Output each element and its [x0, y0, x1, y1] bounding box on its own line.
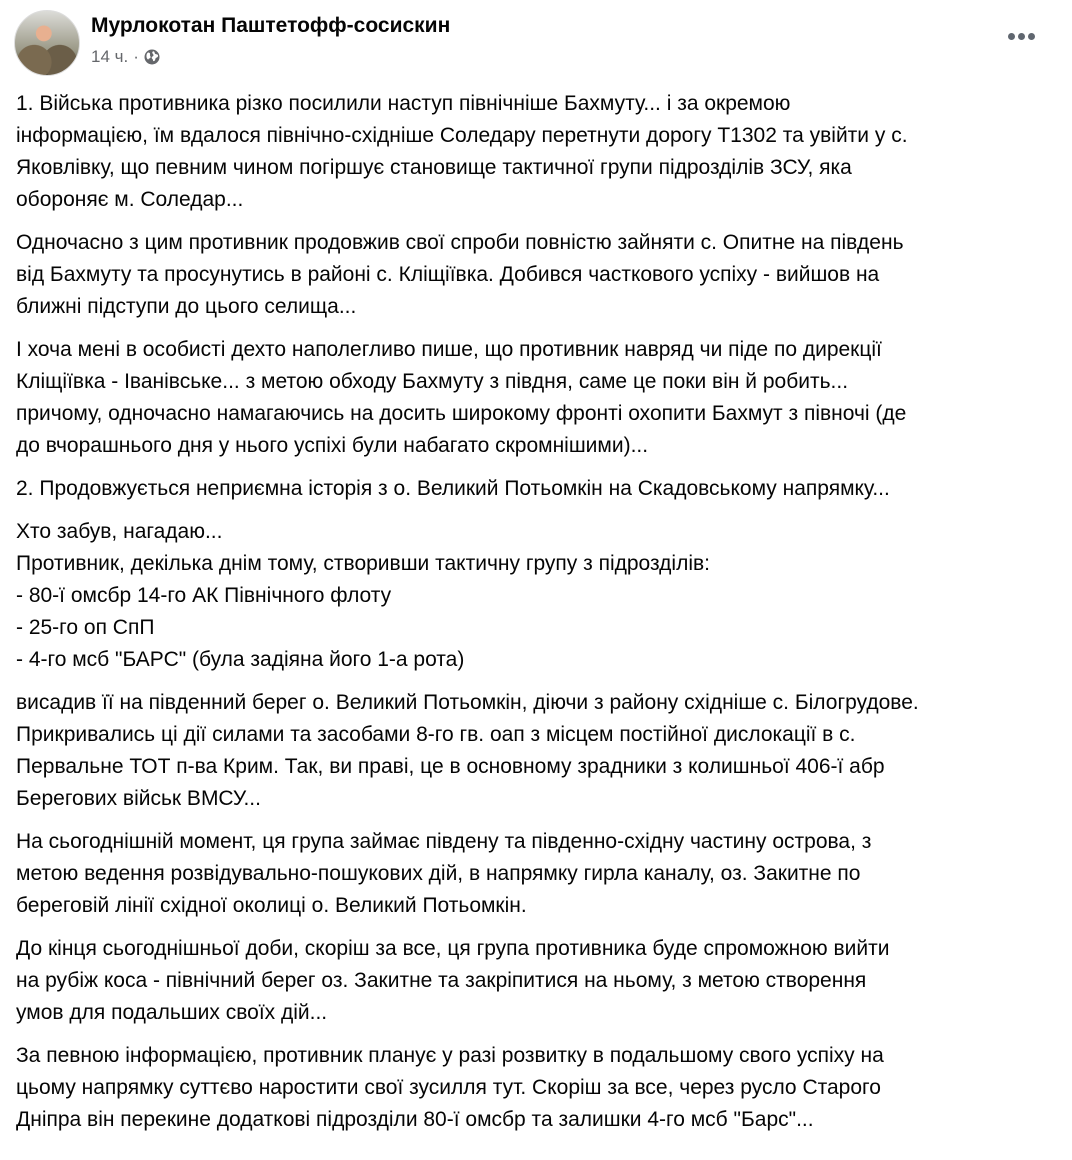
text-line: висадив її на південний берег о. Великий Потьомкін, діючи з району східніше с. Білогрудове. — [16, 691, 919, 714]
text-line: - 80-ї омсбр 14-го АК Північного флоту — [16, 584, 392, 607]
author-name[interactable]: Мурлокотан Паштетофф-сосискин — [91, 14, 451, 37]
text-line: Хто забув, нагадаю... — [16, 520, 223, 543]
text-line: Кліщіївка - Іванівське... з метою обходу Бахмуту з півдня, саме це поки він й робить... — [16, 370, 849, 393]
text-line: 2. Продовжується неприємна історія з о. Великий Потьомкін на Скадовському напрямку... — [16, 477, 890, 500]
text-line: ближні підступи до цього селища... — [16, 295, 357, 318]
text-line: На сьогоднішній момент, ця група займає південу та південно-східну частину острова, з — [16, 830, 872, 853]
text-line: до вчорашнього дня у нього успіхі були набагато скромнішими)... — [16, 434, 649, 457]
text-line: Берегових військ ВМСУ... — [16, 787, 261, 810]
text-line: І хоча мені в особисті дехто наполегливо пише, що противник навряд чи піде по дирекції — [16, 338, 882, 361]
text-line: За певною інформацією, противник планує у разі розвитку в подальшому свого успіху на — [16, 1044, 884, 1067]
globe-icon[interactable] — [144, 49, 160, 65]
text-line: причому, одночасно намагаючись на досить широкому фронті охопити Бахмут з півночі (де — [16, 402, 907, 425]
text-line: Противник, декілька днім тому, створивши тактичну групу з підрозділів: — [16, 552, 710, 575]
text-line: метою ведення розвідувально-пошукових дій, в напрямку гирла каналу, оз. Закитне по — [16, 862, 861, 885]
text-line: Дніпра він перекине додаткові підрозділи 80-ї омсбр та залишки 4-го мсб "Барс"... — [16, 1108, 814, 1131]
post-paragraph — [16, 516, 1062, 676]
post-paragraph — [16, 933, 1062, 1029]
post-paragraph — [16, 473, 1062, 505]
post-paragraph — [16, 227, 1062, 323]
post-text — [16, 88, 1062, 1147]
text-line: 1. Війська противника різко посилили наступ північніше Бахмуту... і за окремою — [16, 92, 791, 115]
text-line: на рубіж коса - північний берег оз. Закитне та закріпитися на ньому, з метою створення — [16, 969, 867, 992]
text-line: - 25-го оп СпП — [16, 616, 155, 639]
text-line: До кінця сьогоднішньої доби, скоріш за все, ця група противника буде спроможною вийти — [16, 937, 890, 960]
more-options-icon[interactable] — [1008, 33, 1035, 40]
post-paragraph — [16, 826, 1062, 922]
text-line: береговій лінії східної околиці о. Великий Потьомкін. — [16, 894, 527, 917]
post-paragraph — [16, 1040, 1062, 1136]
text-line: Прикривались ці дії силами та засобами 8-го гв. оап з місцем постійної дислокації в с. — [16, 723, 856, 746]
text-line: Одночасно з цим противник продовжив свої спроби повністю зайняти с. Опитне на південь — [16, 231, 904, 254]
post-paragraph — [16, 687, 1062, 815]
meta-separator: · — [133, 47, 139, 66]
post-paragraph — [16, 334, 1062, 462]
post-paragraph — [16, 88, 1062, 216]
text-line: умов для подальших своїх дій... — [16, 1001, 328, 1024]
text-line: інформацією, їм вдалося північно-східніше Соледару перетнути дорогу Т1302 та увійти у с. — [16, 124, 908, 147]
text-line: від Бахмуту та просунутись в районі с. Кліщіївка. Добився часткового успіху - вийшов на — [16, 263, 880, 286]
text-line: Первальне ТОТ п-ва Крим. Так, ви праві, це в основному зрадники з колишньої 406-ї абр — [16, 755, 885, 778]
text-line: - 4-го мсб "БАРС" (була задіяна його 1-а рота) — [16, 648, 465, 671]
text-line: цьому напрямку суттєво наростити свої зусилля тут. Скоріш за все, через русло Старого — [16, 1076, 881, 1099]
text-line: Яковлівку, що певним чином погіршує становище тактичної групи підрозділів ЗСУ, яка — [16, 156, 852, 179]
post-meta — [91, 47, 160, 67]
avatar[interactable] — [14, 10, 80, 76]
text-line: обороняє м. Соледар... — [16, 188, 244, 211]
post-time[interactable]: 14 ч. — [91, 47, 129, 66]
